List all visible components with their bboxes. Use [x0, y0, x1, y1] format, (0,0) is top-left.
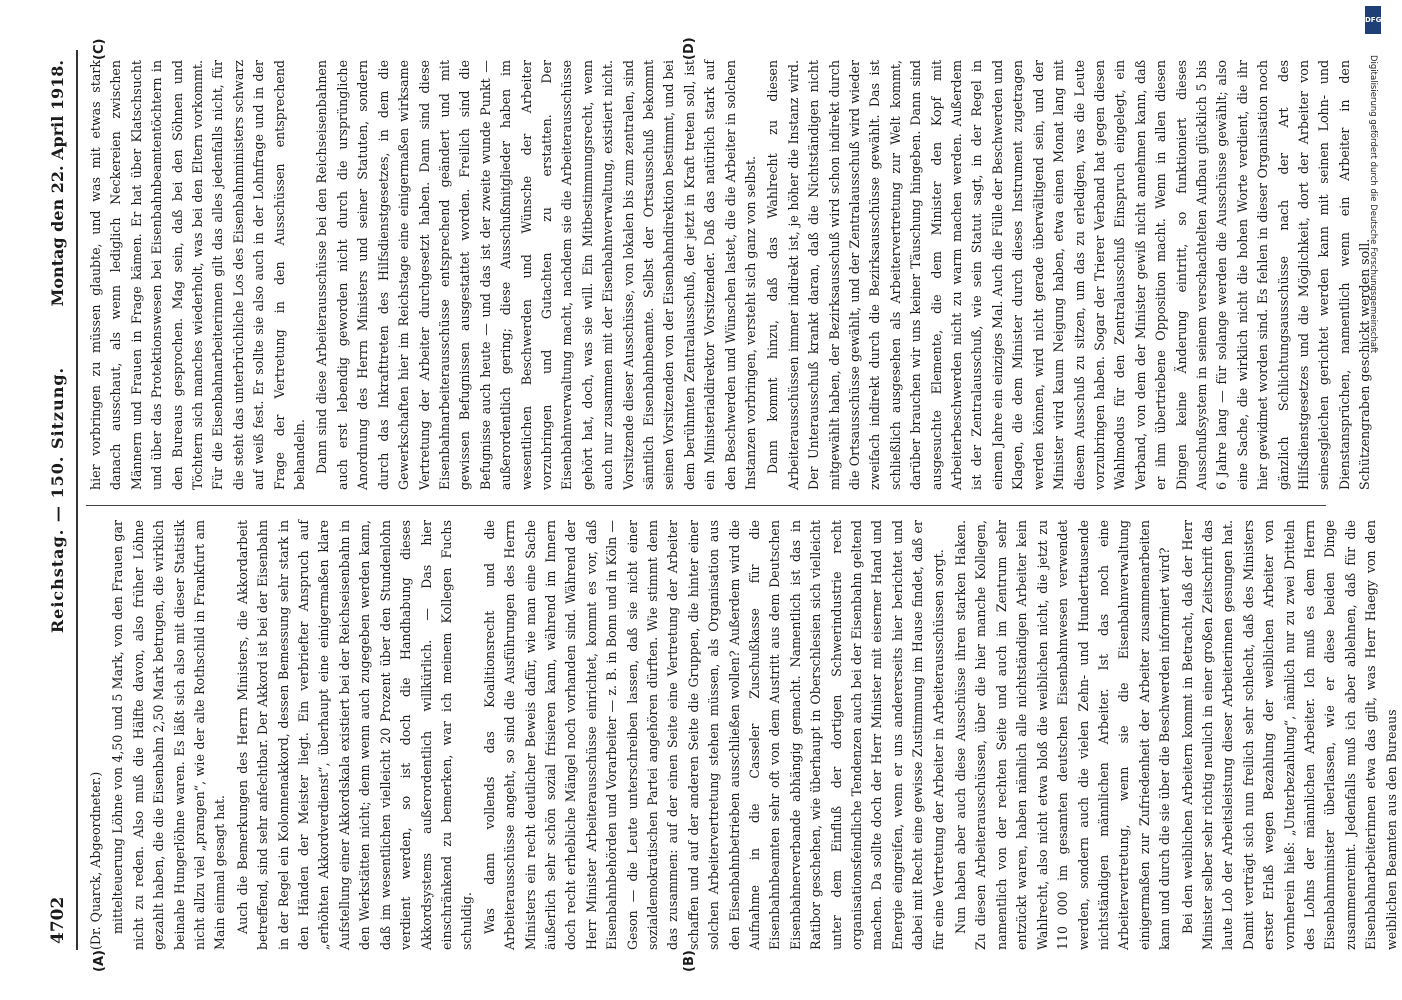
dfg-logo: DFG — [1365, 6, 1381, 34]
paragraph: Nun haben aber auch diese Ausschüsse ihren starken Haken. Zu diesen Arbeiterausschüssen, über die hier manche Kollegen, namentlich von der rechten Seite und auch im Zentrum sehr entzückt waren, haben nämlich alle nichtständigen Arbeiter kein Wahlrecht, also nicht etwa bloß die weiblichen nicht, die jetzt zu 110 000 im gesamten deutschen Eisenbahnwesen verwendet werden, sondern auch die vielen Zehn- und Hunderttausende nichtständigen männlichen Arbeiter. Ist das noch eine Arbeitervertretung, wenn sie die Eisenbahnverwaltung einigermaßen zur Zufriedenheit der Arbeiter zusammenarbeiten kann und durch die sie über die Beschwerden informiert wird? — [952, 520, 1172, 950]
funding-credit: Digitalisierung gefördert durch die Deutsche Forschungsgemeinschaft — [1368, 55, 1378, 354]
right-column — [86, 60, 1372, 490]
paragraph: mittelteuerung Löhne von 4,50 und 5 Mark, von den Frauen gar nicht zu reden. Also muß die Hälfte davon, also früher Löhne gezahlt haben, die die Eisenbahn 2,50 Mark betrugen, die wirklich beinahe Hungerlöhne waren. Es läßt sich also mit dieser Statistik nicht allzu viel „prangen“, wie der alte Rothschild in Frankfurt am Main einmal gesagt hat. — [109, 520, 227, 950]
running-title: Reichstag. — 150. Sitzung. — [47, 366, 67, 634]
margin-marker-a: (A) — [91, 950, 107, 972]
paragraph: hier vorbringen zu müssen glaubte, und was mit etwas stark danach ausschaut, als wenn lediglich Neckereien zwischen Männern und Frauen in Frage kämen. Er hat über Klatschsucht und über das Protektionswesen bei Eisenbahnbeamtentöchtern in den Bureaus gesprochen. Mag sein, daß bei den Söhnen und Töchtern sich manches wiederholt, was bei den Eltern vorkommt. Für die Eisenbahnarbeiterinnen gilt das alles jedenfalls nicht, für die steht das unterbrüchliche Los des Eisenbahnministers schwarz auf weiß fest. Er sollte sie also auch in der Lohnfrage und in der Frage der Vertretung in den Ausschüssen entsprechend behandeln. — [87, 60, 307, 490]
left-column — [86, 520, 1399, 950]
page-number: 4702 — [47, 896, 68, 944]
margin-marker-c: (C) — [91, 38, 107, 60]
margin-marker-b: (B) — [681, 950, 697, 972]
digitization-sidebar — [1365, 0, 1381, 1000]
session-date: Montag den 22. April 1918. — [47, 60, 67, 307]
margin-marker-d: (D) — [681, 37, 697, 60]
speaker-note: (Dr. Quarck, Abgeordneter.) — [87, 771, 103, 950]
paragraph: Bei den weiblichen Arbeitern kommt in Betracht, daß der Herr Minister selber sehr richtig neulich in einer großen Zeitschrift das laute Lob der Arbeitsleistung dieser Arbeiterinnen gesungen hat. Damit verträgt sich nun freilich sehr schlecht, daß des Ministers erster Erlaß wegen Bezahlung der weiblichen Arbeiter von vornherein hieß: „Unterbezahlung“, nämlich nur zu zwei Dritteln des Lohns der männlichen Arbeiter. Ich muß es dem Herrn Eisenbahnminister überlassen, wie er diese beiden Dinge zusammenreimt. Jedenfalls muß ich aber ablehnen, daß für die Eisenbahnarbeiterinnen etwa das gilt, was Herr Haegy von den weiblichen Beamten aus den Bureaus — [1179, 520, 1399, 950]
header-rule — [76, 50, 78, 950]
paragraph: Dann sind diese Arbeiterausschüsse bei den Reichseisenbahnen auch erst lebendig geworden nicht durch die ursprüngliche Anordnung des Herrn Ministers und seiner Statuten, sondern durch das Inkrafttreten des Hilfsdienstgesetzes, in dem die Gewerkschaften hier im Reichstage eine einigermaßen wirksame Vertretung der Arbeiter durchgesetzt haben. Dann sind diese Eisenbahnarbeiterausschüsse entsprechend geändert und mit gewissen Befugnissen ausgestattet worden. Freilich sind die Befugnisse auch heute — und das ist der zweite wunde Punkt — außerordentlich gering; diese Ausschußmitglieder haben im wesentlichen Beschwerden und Wünsche der Arbeiter vorzubringen und Gutachten zu erstatten. Der Eisenbahnverwaltung macht, nachdem sie die Arbeiterausschüsse gehört hat, doch, was sie will. Ein Mitbestimmungsrecht, wenn auch nur zusammen mit der Eisenbahnverwaltung, existiert nicht. Vorsitzende dieser Ausschüsse, von lokalen bis zum zentralen, sind sämtlich Eisenbahnbeamte. Selbst der Ortsausschuß bekommt seinen Vorsitzenden von der Eisenbahndirektion bestimmt, und bei dem berühmten Zentralausschuß, der jetzt in Kraft treten soll, ist ein Ministerialdirektor Vorsitzender. Daß das natürlich stark auf den Beschwerden und Wünschen lastet, die die Arbeiter in solchen Instanzen vorbringen, versteht sich ganz von selbst. — [313, 60, 758, 490]
paragraph: Dann kommt hinzu, daß das Wahlrecht zu diesen Arbeiterausschüssen immer indirekt ist, je höher die Instanz wird. Der Unterausschuß krankt daran, daß die Nichtständigen nicht mitgewählt haben, der Bezirksausschuß wird schon indirekt durch die Ortsausschüsse gewählt, und der Zentralausschuß wird wieder zweifach indirekt durch die Bezirksausschüsse gewählt. Das ist schließlich ausgesehen als Arbeitervertretung zur Welt kommt, darüber brauchen wir uns keiner Täuschung hingeben. Dann sind ausgesuchte Elemente, die dem Minister den Kopf mit Arbeiterbeschwerden nicht zu warm machen werden. Außerdem ist der Zentralausschuß, wie sein Statut sagt, in der Regel in einem Jahre ein einziges Mal. Auch die Fülle der Beschwerden und Klagen, die dem Minister durch dieses Instrument zugetragen werden können, wird nicht gerade überwältigend sein, und der Minister wird kaum Neigung haben, etwa einen Monat lang mit diesem Ausschuß zu sitzen, um das zu erledigen, was die Leute vorzubringen haben. Sogar der Trierer Verband hat gegen diesen Wahlmodus für den Zentralausschuß Einspruch eingelegt, ein Verband, von dem der Minister gewiß nicht annehmen kann, daß er ihm übertriebene Opposition macht. Wenn in allen diesen Dingen keine Änderung eintritt, so funktioniert dieses Ausschußsystem in seinem verschachtelten Aufbau glücklich 5 bis 6 Jahre lang — für solange werden die Ausschüsse gewählt; also eine Sache, die wirklich nicht die hohen Worte verdient, die ihr hier gewidmet worden sind. Es fehlen in dieser Organisation noch gänzlich Schlichtungsausschüsse nach der Art des Hilfsdienstgesetzes und die Möglichkeit, dort der Arbeiter von seinesgleichen gerichtet werden kann mit seinen Lohn- und Dienstansprüchen, namentlich wenn ein Arbeiter in den Schützengraben geschickt werden soll. — [764, 60, 1372, 490]
column-divider — [86, 505, 1326, 506]
paragraph: Auch die Bemerkungen des Herrn Ministers, die Akkordarbeit betreffend, sind sehr anfechtbar. Der Akkord ist bei der Eisenbahn in der Regel ein Kolonnenakkord, dessen Bemessung sehr stark in den Händen der Meister liegt. Ein verbriefter Anspruch auf „erhöhten Akkordverdienst“, überhaupt eine einigermaßen klare Aufstellung einer Akkordskala existiert bei der Reichseisenbahn in den Werkstätten nicht; denn wenn auch zugegeben werden kann, daß im wesentlichen vielleicht 20 Prozent über den Stundenlohn verdient werden, so ist doch die Handhabung dieses Akkordsystems außerordentlich willkürlich. — Das hier einschränkend zu bemerken, war ich meinem Kollegen Fuchs schuldig. — [234, 520, 474, 950]
page-header — [42, 50, 76, 950]
paragraph: Was dann vollends das Koalitionsrecht und die Arbeiterausschüsse angeht, so sind die Ausführungen des Herrn Ministers ein recht deutlicher Beweis dafür, wie man eine Sache äußerlich sehr schön sozial frisieren kann, während im Innern doch recht erhebliche Mängel noch vorhanden sind. Während der Herr Minister Arbeiterausschüsse einrichtet, kommt es vor, daß Eisenbahnbehörden und Vorarbeiter — z. B. in Bonn und in Köln — Geson — die Leute unterschreiben lassen, daß sie nicht einer sozialdemokratischen Partei angehören dürften. Wie stimmt denn das zusammen: auf der einen Seite eine Vertretung der Arbeiter schaffen und auf der anderen Seite die Gruppen, die hinter einer solchen Arbeitervertretung stehen müssen, als Organisation aus den Eisenbahnbetrieben ausschließen wollen? Außerdem wird die Aufnahme in die Casseler Zuschußkasse für die Eisenbahnbeamten sehr oft von dem Austritt aus dem Deutschen Eisenbahnerverbande abhängig gemacht. Namentlich ist das in Ratibor geschehen, wie überhaupt in Oberschlesien sich vielleicht unter dem Einfluß der dortigen Schwerindustrie recht organisationsfeindliche Tendenzen auch bei der Eisenbahn geltend machen. Da sollte doch der Herr Minister mit eiserner Hand und Energie eingreifen, wenn er uns andererseits hier berichtet und dabei mit Recht eine gewisse Zustimmung im Hause findet, daß er für eine Vertretung der Arbeiter in Arbeiterausschüssen sorgt. — [481, 520, 946, 950]
